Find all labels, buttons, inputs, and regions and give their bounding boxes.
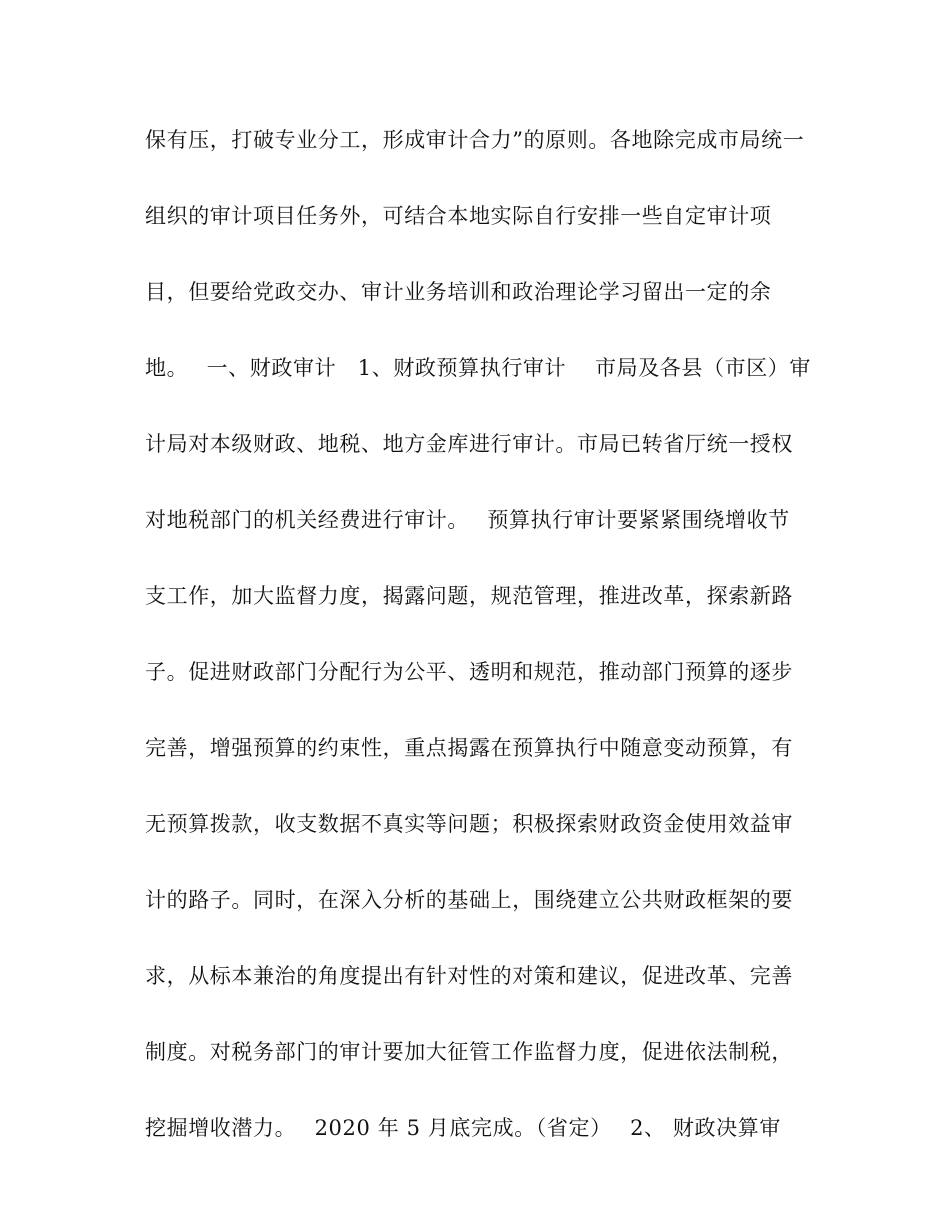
body-text-line: 完善，增强预算的约束性，重点揭露在预算执行中随意变动预算，有	[145, 736, 793, 760]
body-text-line: 组织的审计项目任务外，可结合本地实际自行安排一些自定审计项	[145, 204, 772, 228]
body-text-line: 求，从标本兼治的角度提出有针对性的对策和建议，促进改革、完善	[145, 964, 793, 988]
body-text-line: 计局对本级财政、地税、地方金库进行审计。市局已转省厅统一授权	[145, 432, 793, 456]
body-text-line: 无预算拨款，收支数据不真实等问题；积极探索财政资金使用效益审	[145, 812, 793, 836]
body-text-line: 支工作，加大监督力度，揭露问题，规范管理，推进改革，探索新路	[145, 584, 793, 608]
body-text-line: 计的路子。同时，在深入分析的基础上，围绕建立公共财政框架的要	[145, 888, 793, 912]
body-text-line: 地。 一、财政审计 1、财政预算执行审计 市局及各县（市区）审	[145, 356, 812, 380]
body-text-line: 制度。对税务部门的审计要加大征管工作监督力度，促进依法制税，	[145, 1040, 793, 1064]
body-text-line: 子。促进财政部门分配行为公平、透明和规范，推动部门预算的逐步	[145, 660, 793, 684]
body-text-line: 挖掘增收潜力。 2020 年 5 月底完成。（省定） 2、 财政决算审	[145, 1116, 781, 1140]
body-text-line: 保有压，打破专业分工，形成审计合力”的原则。各地除完成市局统一	[145, 128, 805, 152]
body-text-line: 对地税部门的机关经费进行审计。 预算执行审计要紧紧围绕增收节	[145, 508, 790, 532]
body-text-line: 目，但要给党政交办、审计业务培训和政治理论学习留出一定的余	[145, 280, 772, 304]
